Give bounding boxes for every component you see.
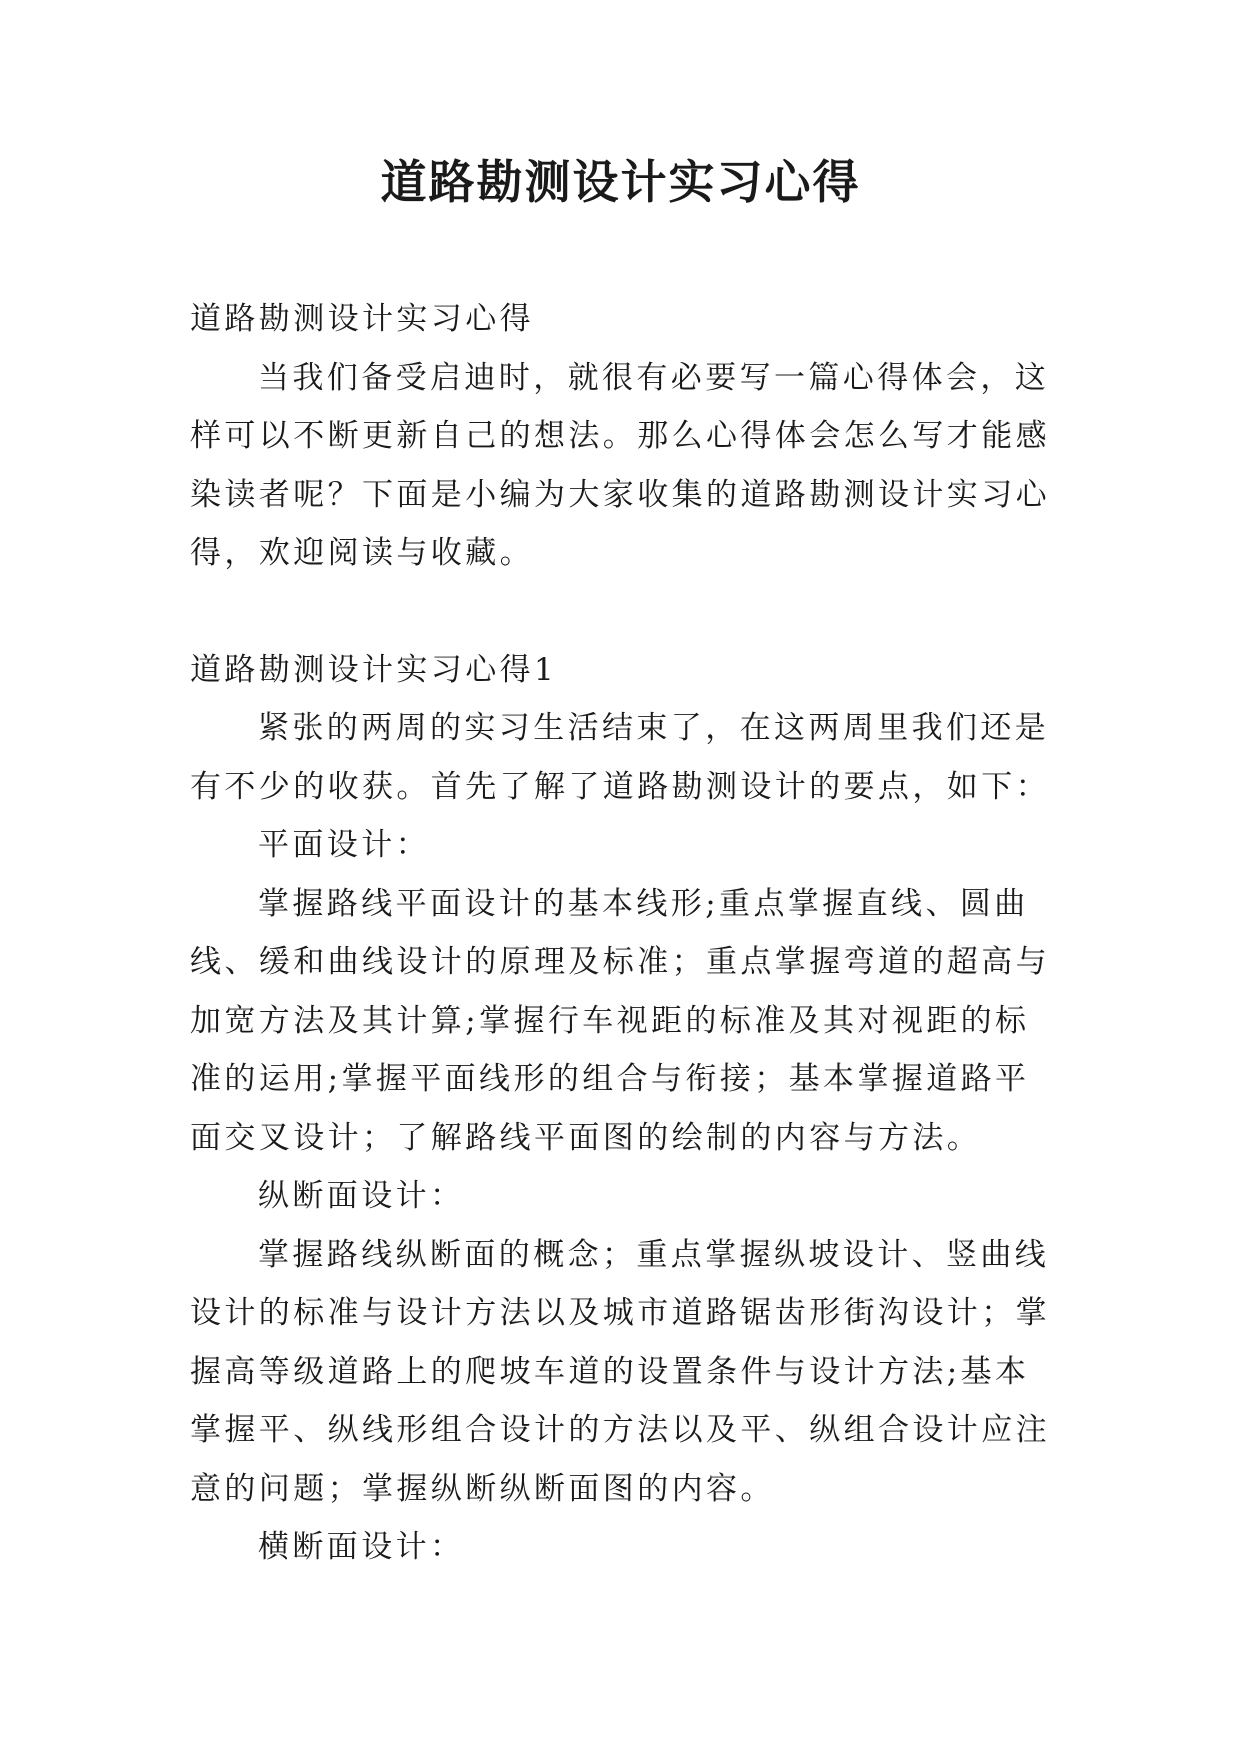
document-body	[190, 290, 1052, 1577]
paragraph-spacer	[190, 583, 1052, 641]
subheading-cross-section-design: 横断面设计：	[258, 1529, 465, 1565]
body-paragraph: 紧张的两周的实习生活结束了，在这两周里我们还是有不少的收获。首先了解了道路勘测设计的要点，如下：	[190, 710, 1050, 805]
intro-paragraph: 当我们备受启迪时，就很有必要写一篇心得体会，这样可以不断更新自己的想法。那么心得体会怎么写才能感染读者呢？下面是小编为大家收集的道路勘测设计实习心得，欢迎阅读与收藏。	[190, 359, 1050, 571]
document-title: 道路勘测设计实习心得	[380, 155, 861, 209]
subheading-longitudinal-design: 纵断面设计：	[258, 1178, 465, 1214]
body-paragraph: 掌握路线纵断面的概念；重点掌握纵坡设计、竖曲线设计的标准与设计方法以及城市道路锯齿形街沟设计；掌握高等级道路上的爬坡车道的设置条件与设计方法;基本掌握平、纵线形组合设计的方法以及平、纵组合设计应注意的问题；掌握纵断纵断面图的内容。	[190, 1236, 1050, 1507]
section-heading-1: 道路勘测设计实习心得1	[190, 651, 558, 688]
subheading-plane-design: 平面设计：	[258, 827, 430, 863]
body-paragraph: 掌握路线平面设计的基本线形;重点掌握直线、圆曲线、缓和曲线设计的原理及标准；重点掌握弯道的超高与加宽方法及其计算;掌握行车视距的标准及其对视距的标准的运用;掌握平面线形的组合与衔接；基本掌握道路平面交叉设计；了解路线平面图的绘制的内容与方法。	[190, 885, 1050, 1156]
section-heading: 道路勘测设计实习心得	[190, 301, 534, 337]
